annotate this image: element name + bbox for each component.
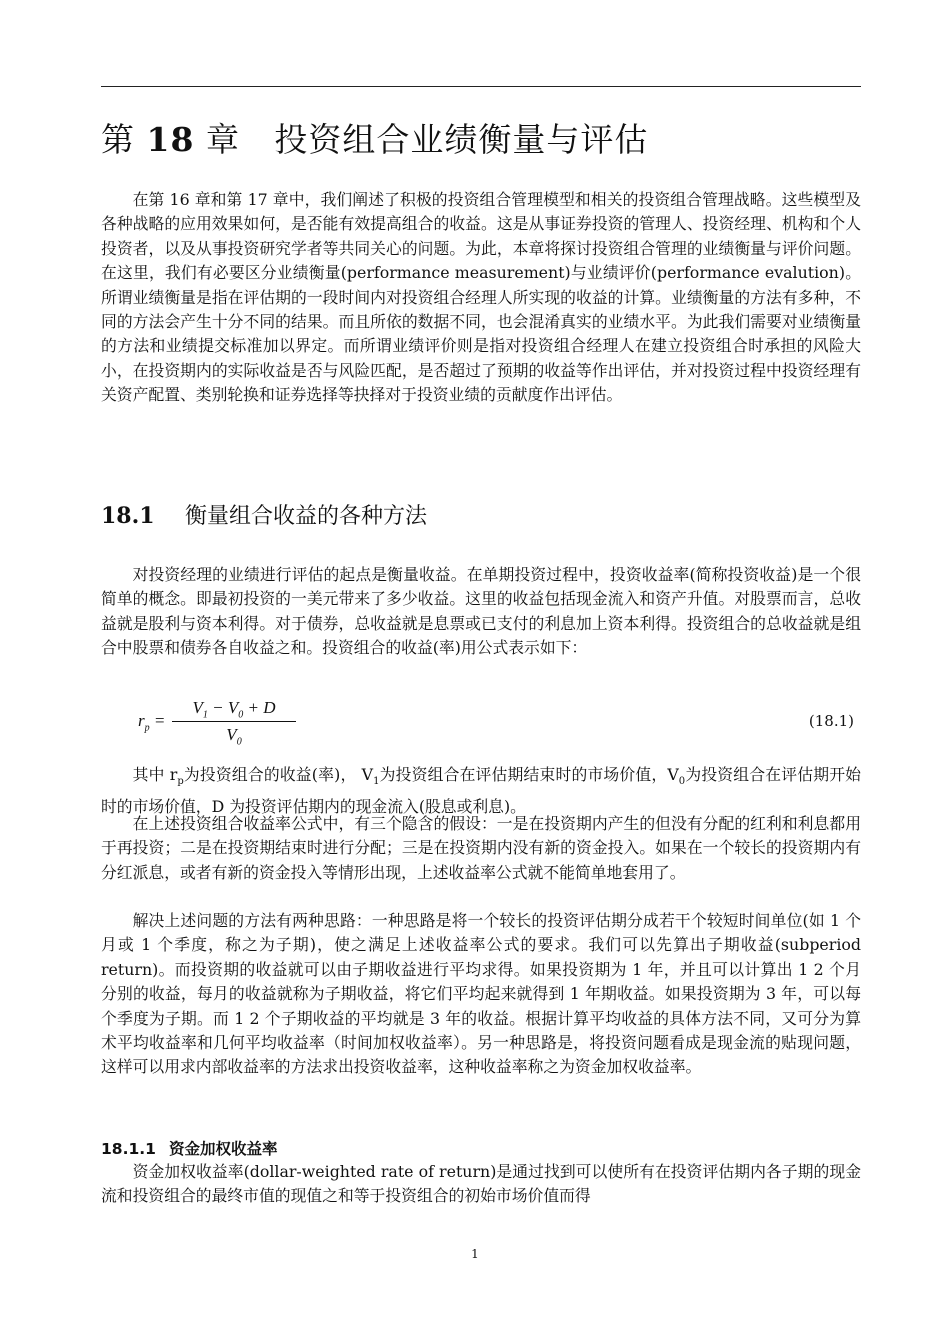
formula-fraction (172, 697, 296, 746)
formula-numerator: $V_1 - V_0 + D$ (192, 698, 276, 721)
section-number: 18.1 (101, 503, 155, 529)
solution-paragraph: 解决上述问题的方法有两种思路：一种思路是将一个较长的投资评估期分成若干个较短时间单位(如 1 个月或 1 个季度，称之为子期)，使之满足上述收益率公式的要求。我们可以先算出子期收益(subperiod return)。而投资期的收益就可以由子期收益进行平均求得。如果投资期为 1 年，并且可以计算出 1 2 个月分别的收益，每月的收益就称为子期收益，将它们平均起来就得到 1 年期收益。如果投资期为 3 年，可以每个季度为子期。而 1 2 个子期收益的平均就是 3 年的收益。根据计算平均收益的具体方法不同，又可分为算术平均收益率和几何平均收益率（时间加权收益率）。另一种思路是，将投资问题看成是现金流的贴现问题，这样可以用求内部收益率的方法求出投资收益率，这种收益率称之为资金加权收益率。 (101, 911, 861, 1077)
header-rule (101, 86, 861, 87)
chapter-number: 18 (146, 120, 195, 159)
equation-number: (18.1) (808, 712, 854, 730)
assumptions-paragraph: 在上述投资组合收益率公式中，有三个隐含的假设：一是在投资期内产生的但没有分配的红利和利息都用于再投资；二是在投资期结束时进行分配；三是在投资期内没有新的资金投入。如果在一个较长的投资期内有分红派息，或者有新的资金投入等情形出现，上述收益率公式就不能简单地套用了。 (101, 814, 861, 882)
section-title: 衡量组合收益的各种方法 (185, 504, 428, 529)
chapter-title-text: 投资组合业绩衡量与评估 (274, 120, 649, 159)
subsection-heading (101, 1137, 278, 1159)
subsection-number: 18.1.1 (101, 1140, 156, 1158)
chapter-title (101, 114, 861, 161)
section-paragraph: 对投资经理的业绩进行评估的起点是衡量收益。在单期投资过程中，投资收益率(简称投资收益)是一个很简单的概念。即最初投资的一美元带来了多少收益。这里的收益包括现金流入和资产升值。对股票而言，总收益就是股利与资本利得。对于债券，总收益就是息票或已支付的利息加上资本利得。投资组合的总收益就是组合中股票和债券各自收益之和。投资组合的收益(率)用公式表示如下： (101, 565, 861, 658)
subsection-title: 资金加权收益率 (169, 1140, 278, 1158)
chapter-prefix: 第 (101, 120, 135, 159)
subsection-paragraph: 资金加权收益率(dollar-weighted rate of return)是通过找到可以使所有在投资评估期内各子期的现金流和投资组合的最终市值的现值之和等于投资组合的初始市场价值而得 (101, 1162, 861, 1206)
formula-denominator: $V_0$ (226, 725, 242, 748)
intro-paragraph: 在第 16 章和第 17 章中，我们阐述了积极的投资组合管理模型和相关的投资组合管理战略。这些模型及各种战略的应用效果如何，是否能有效提高组合的收益。这是从事证券投资的管理人、投资经理、机构和个人投资者，以及从事投资研究学者等共同关心的问题。为此，本章将探讨投资组合管理的业绩衡量与评价问题。在这里，我们有必要区分业绩衡量(performance measurement)与业绩评价(performance evalution)。所谓业绩衡量是指在评估期的一段时间内对投资组合经理人所实现的收益的计算。业绩衡量的方法有多种，不同的方法会产生十分不同的结果。而且所依的数据不同，也会混淆真实的业绩水平。为此我们需要对业绩衡量的方法和业绩提交标准加以界定。而所谓业绩评价则是指对投资组合经理人在建立投资组合时承担的风险大小，在投资期内的实际收益是否与风险匹配，是否超过了预期的收益等作出评估，并对投资过程中投资经理有关资产配置、类别轮换和证券选择等抉择对于投资业绩的贡献度作出评估。 (101, 190, 861, 405)
fraction-bar (172, 721, 296, 722)
section-heading (101, 499, 427, 530)
formula-lhs: $r_p$ = (138, 711, 166, 734)
where-paragraph: 其中 $r_p$为投资组合的收益(率)， $V_1$为投资组合在评估期结束时的市场价值，$V_0$为投资组合在评估期开始时的市场价值，D 为投资评估期内的现金流入(股息或利息)。 (101, 765, 861, 816)
chapter-suffix: 章 (205, 120, 240, 159)
page-number: 1 (471, 1247, 479, 1261)
